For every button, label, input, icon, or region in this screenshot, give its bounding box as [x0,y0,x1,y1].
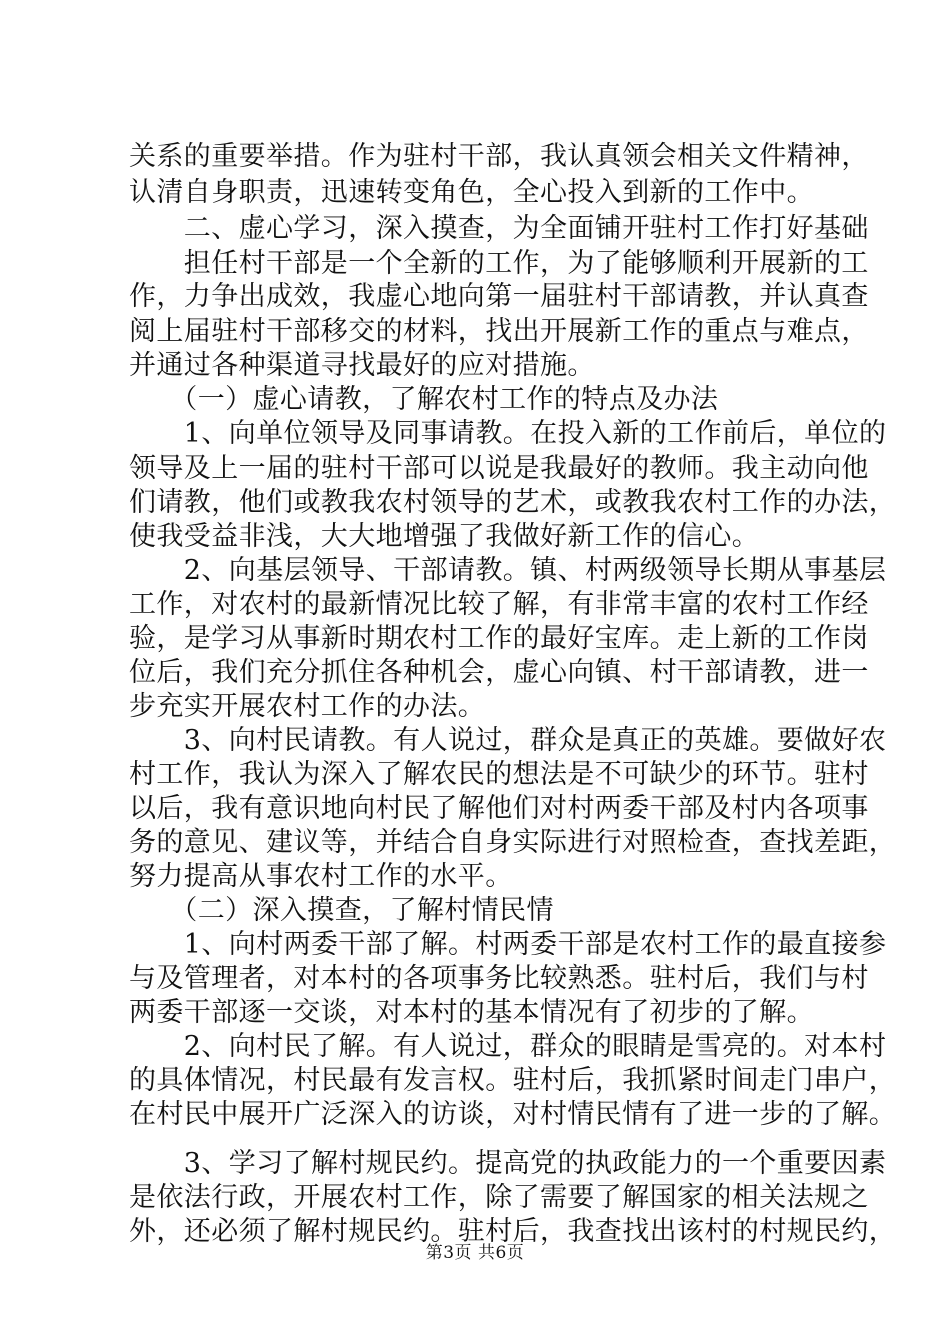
text-line: 村工作，我认为深入了解农民的想法是不可缺少的环节。驻村 [129,759,869,790]
text-line: 担任村干部是一个全新的工作，为了能够顺利开展新的工 [129,248,869,279]
page-footer: 第3页 共6页 [425,1243,525,1263]
text-line: 工作，对农村的最新情况比较了解，有非常丰富的农村工作经 [129,589,869,620]
text-line: 务的意见、建议等，并结合自身实际进行对照检查，查找差距， [129,827,897,858]
text-line: 作，力争出成效，我虚心地向第一届驻村干部请教，并认真查 [129,281,869,312]
text-line: 使我受益非浅，大大地增强了我做好新工作的信心。 [129,521,760,552]
text-line: 步充实开展农村工作的办法。 [129,691,486,722]
text-line: 努力提高从事农村工作的水平。 [129,861,513,892]
text-line: 领导及上一届的驻村干部可以说是我最好的教师。我主动向他 [129,453,869,484]
text-line: 二、虚心学习，深入摸查，为全面铺开驻村工作打好基础 [129,213,869,244]
text-line: 验，是学习从事新时期农村工作的最好宝库。走上新的工作岗 [129,623,869,654]
text-line: 并通过各种渠道寻找最好的应对措施。 [129,350,595,381]
text-line: （二）深入摸查，了解村情民情 [129,895,554,926]
text-line: 3、向村民请教。有人说过，群众是真正的英雄。要做好农 [129,725,887,756]
text-line: 1、向单位领导及同事请教。在投入新的工作前后，单位的 [129,418,887,449]
text-line: 的具体情况，村民最有发言权。驻村后，我抓紧时间走门串户， [129,1065,897,1096]
text-line: 2、向基层领导、干部请教。镇、村两级领导长期从事基层 [129,555,887,586]
text-line: 位后，我们充分抓住各种机会，虚心向镇、村干部请教，进一 [129,657,869,688]
text-line: 在村民中展开广泛深入的访谈，对村情民情有了进一步的了解。 [129,1099,897,1130]
text-line: 2、向村民了解。有人说过，群众的眼睛是雪亮的。对本村 [129,1031,887,1062]
text-line: 两委干部逐一交谈，对本村的基本情况有了初步的了解。 [129,997,814,1028]
text-line: 外，还必须了解村规民约。驻村后，我查找出该村的村规民约， [129,1216,897,1247]
text-line: 1、向村两委干部了解。村两委干部是农村工作的最直接参 [129,929,887,960]
text-line: 关系的重要举措。作为驻村干部，我认真领会相关文件精神， [129,141,869,172]
text-line: 们请教，他们或教我农村领导的艺术，或教我农村工作的办法， [129,487,897,518]
text-line: 以后，我有意识地向村民了解他们对村两委干部及村内各项事 [129,793,869,824]
text-line: （一）虚心请教，了解农村工作的特点及办法 [129,384,719,415]
text-line: 与及管理者，对本村的各项事务比较熟悉。驻村后，我们与村 [129,963,869,994]
text-line: 认清自身职责，迅速转变角色，全心投入到新的工作中。 [129,177,814,208]
text-line: 是依法行政，开展农村工作，除了需要了解国家的相关法规之 [129,1182,869,1213]
text-line: 阅上届驻村干部移交的材料，找出开展新工作的重点与难点， [129,316,869,347]
text-line: 3、学习了解村规民约。提高党的执政能力的一个重要因素 [129,1148,887,1179]
